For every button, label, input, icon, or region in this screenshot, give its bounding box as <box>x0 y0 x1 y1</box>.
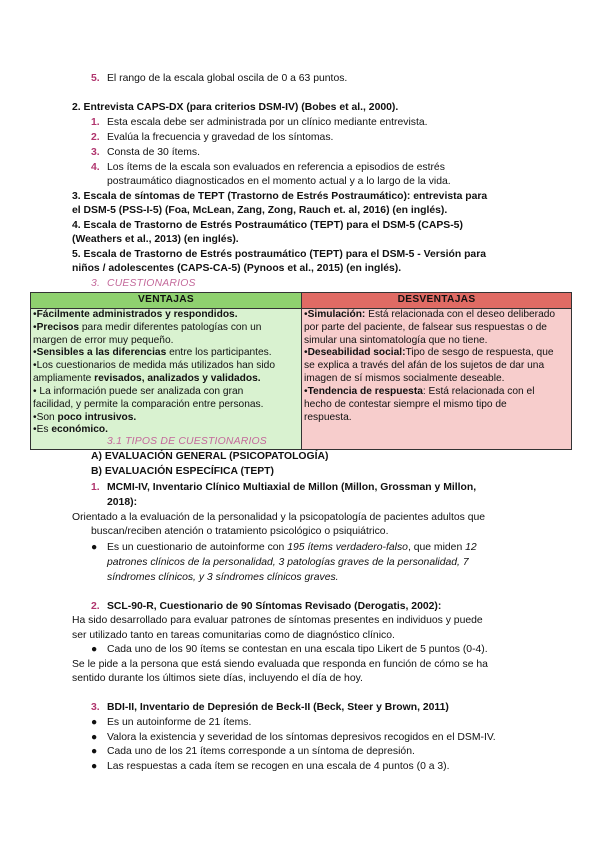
section-3-heading: 3. CUESTIONARIOS <box>91 278 196 289</box>
scale-caps-5-line2: (Weathers et al., 2013) (en inglés). <box>72 234 239 245</box>
ventajas-cell <box>31 308 302 449</box>
evaluacion-general: A) EVALUACIÓN GENERAL (PSICOPATOLOGÍA) <box>91 451 329 462</box>
mcmi-desc-1: Orientado a la evaluación de la personalidad y la psicopatología de pacientes adultos que <box>72 512 486 523</box>
ventaja-item-cont: facilidad, y permite la comparación entre personas. <box>33 398 264 410</box>
scale-pss-i-5-line1: 3. Escala de síntomas de TEPT (Trastorno de Estrés Postraumático): entrevista para <box>72 191 488 202</box>
mcmi-title-cont: 2018): <box>107 497 138 508</box>
ventaja-item: •Sensibles a las diferencias entre los participantes. <box>33 347 272 359</box>
scale-pss-i-5-line2: el DSM-5 (PSS-I-5) (Foa, McLean, Zang, Zong, Rauch et. al, 2016) (en inglés). <box>72 205 448 216</box>
pros-cons-table <box>30 292 572 450</box>
caps-dx-title: 2. Entrevista CAPS-DX (para criterios DSM-IV) (Bobes et al., 2000). <box>72 102 399 113</box>
caps-dx-item-3: 3. Consta de 30 ítems. <box>91 147 200 158</box>
mcmi-bullet-cont-2: síndromes clínicos, y 3 síndromes clínicos graves. <box>107 572 339 583</box>
ventaja-item-cont: margen de error muy pequeño. <box>33 334 174 346</box>
bdi-bullet-3: ● Cada uno de los 21 ítems corresponde a un síntoma de depresión. <box>91 746 415 757</box>
desventaja-item-cont: hecho de contestar siempre el mismo tipo de <box>304 398 507 410</box>
desventaja-item-cont: imagen de sí mismos socialmente deseable. <box>304 373 505 385</box>
scale-caps-5-line1: 4. Escala de Trastorno de Estrés Postraumático (TEPT) para el DSM-5 (CAPS-5) <box>72 220 463 231</box>
ventajas-header: VENTAJAS <box>31 293 302 309</box>
desventaja-item-cont: por parte del paciente, de falsear sus respuestas o de <box>304 321 547 333</box>
scl-desc-2: ser utilizado tanto en tareas comunitarias como de diagnóstico clínico. <box>72 630 395 641</box>
bdi-title: 3. BDI-II, Inventario de Depresión de Beck-II (Beck, Steer y Brown, 2011) <box>91 702 449 713</box>
desventaja-item: •Simulación: Está relacionada con el deseo deliberado <box>304 308 556 320</box>
scl-bullet: ● Cada uno de los 90 ítems se contestan en una escala tipo Likert de 5 puntos (0-4). <box>91 644 488 655</box>
ventaja-item: • La información puede ser analizada con gran <box>33 385 244 397</box>
desventaja-item-cont: respuesta. <box>304 411 352 423</box>
mcmi-bullet-cont-1: patrones clínicos de la personalidad, 3 patologías graves de la personalidad, 7 <box>107 557 469 568</box>
caps-dx-item-4-cont: postraumático diagnosticados en el momento actual y a lo largo de la vida. <box>107 176 451 187</box>
desventaja-item-cont: simular una sintomatología que no tiene. <box>304 334 488 346</box>
mcmi-bullet: ● Es un cuestionario de autoinforme con 195 ítems verdadero-falso, que miden 12 <box>91 542 477 553</box>
mcmi-title: 1. MCMI-IV, Inventario Clínico Multiaxial de Millon (Millon, Grossman y Millon, <box>91 482 477 493</box>
scl-after-1: Se le pide a la persona que está siendo evaluada que responda en función de cómo se ha <box>72 659 488 670</box>
ventaja-item-cont: ampliamente revisados, analizados y validados. <box>33 373 261 385</box>
bdi-bullet-2: ● Valora la existencia y severidad de los síntomas depresivos recogidos en el DSM-IV. <box>91 732 496 743</box>
scale-caps-ca-5-line2: niños / adolescentes (CAPS-CA-5) (Pynoos et al., 2015) (en inglés). <box>72 263 402 274</box>
evaluacion-especifica: B) EVALUACIÓN ESPECÍFICA (TEPT) <box>91 466 274 477</box>
bdi-bullet-4: ● Las respuestas a cada ítem se recogen en una escala de 4 puntos (0 a 3). <box>91 761 450 772</box>
caps-dx-item-4: 4. Los ítems de la escala son evaluados en referencia a episodios de estrés <box>91 162 445 173</box>
caps-dx-item-2: 2. Evalúa la frecuencia y gravedad de los síntomas. <box>91 132 334 143</box>
ventaja-item: •Son poco intrusivos. <box>33 411 137 423</box>
mcmi-desc-2: buscan/reciben atención o tratamiento psicológico o psiquiátrico. <box>91 526 389 537</box>
desventajas-cell <box>302 308 572 449</box>
bdi-bullet-1: ● Es un autoinforme de 21 ítems. <box>91 717 252 728</box>
desventajas-header: DESVENTAJAS <box>302 293 572 309</box>
scale-caps-ca-5-line1: 5. Escala de Trastorno de Estrés postraumático (TEPT) para el DSM-5 - Versión para <box>72 249 487 260</box>
item-5-range: 5. El rango de la escala global oscila de 0 a 63 puntos. <box>91 73 348 84</box>
desventaja-item: •Tendencia de respuesta: Está relacionada con el <box>304 385 535 397</box>
desventaja-item-cont: se explica a través del afán de los sujetos de dar una <box>304 360 545 372</box>
caps-dx-item-1: 1. Esta escala debe ser administrada por un clínico mediante entrevista. <box>91 117 428 128</box>
ventaja-item: •Los cuestionarios de medida más utilizados han sido <box>33 360 275 372</box>
subsection-3-1-heading: 3.1 TIPOS DE CUESTIONARIOS <box>107 436 267 447</box>
desventaja-item: •Deseabilidad social:Tipo de sesgo de respuesta, que <box>304 347 554 359</box>
scl-title: 2. SCL-90-R, Cuestionario de 90 Síntomas Revisado (Derogatis, 2002): <box>91 601 442 612</box>
scl-desc-1: Ha sido desarrollado para evaluar patrones de síntomas presentes en individuos y puede <box>72 615 483 626</box>
ventaja-item: •Fácilmente administrados y respondidos. <box>33 308 238 320</box>
scl-after-2: sentido durante los últimos siete días, incluyendo el día de hoy. <box>72 673 363 684</box>
ventaja-item: •Es económico. <box>33 424 108 436</box>
ventaja-item: •Precisos para medir diferentes patologías con un <box>33 321 262 333</box>
